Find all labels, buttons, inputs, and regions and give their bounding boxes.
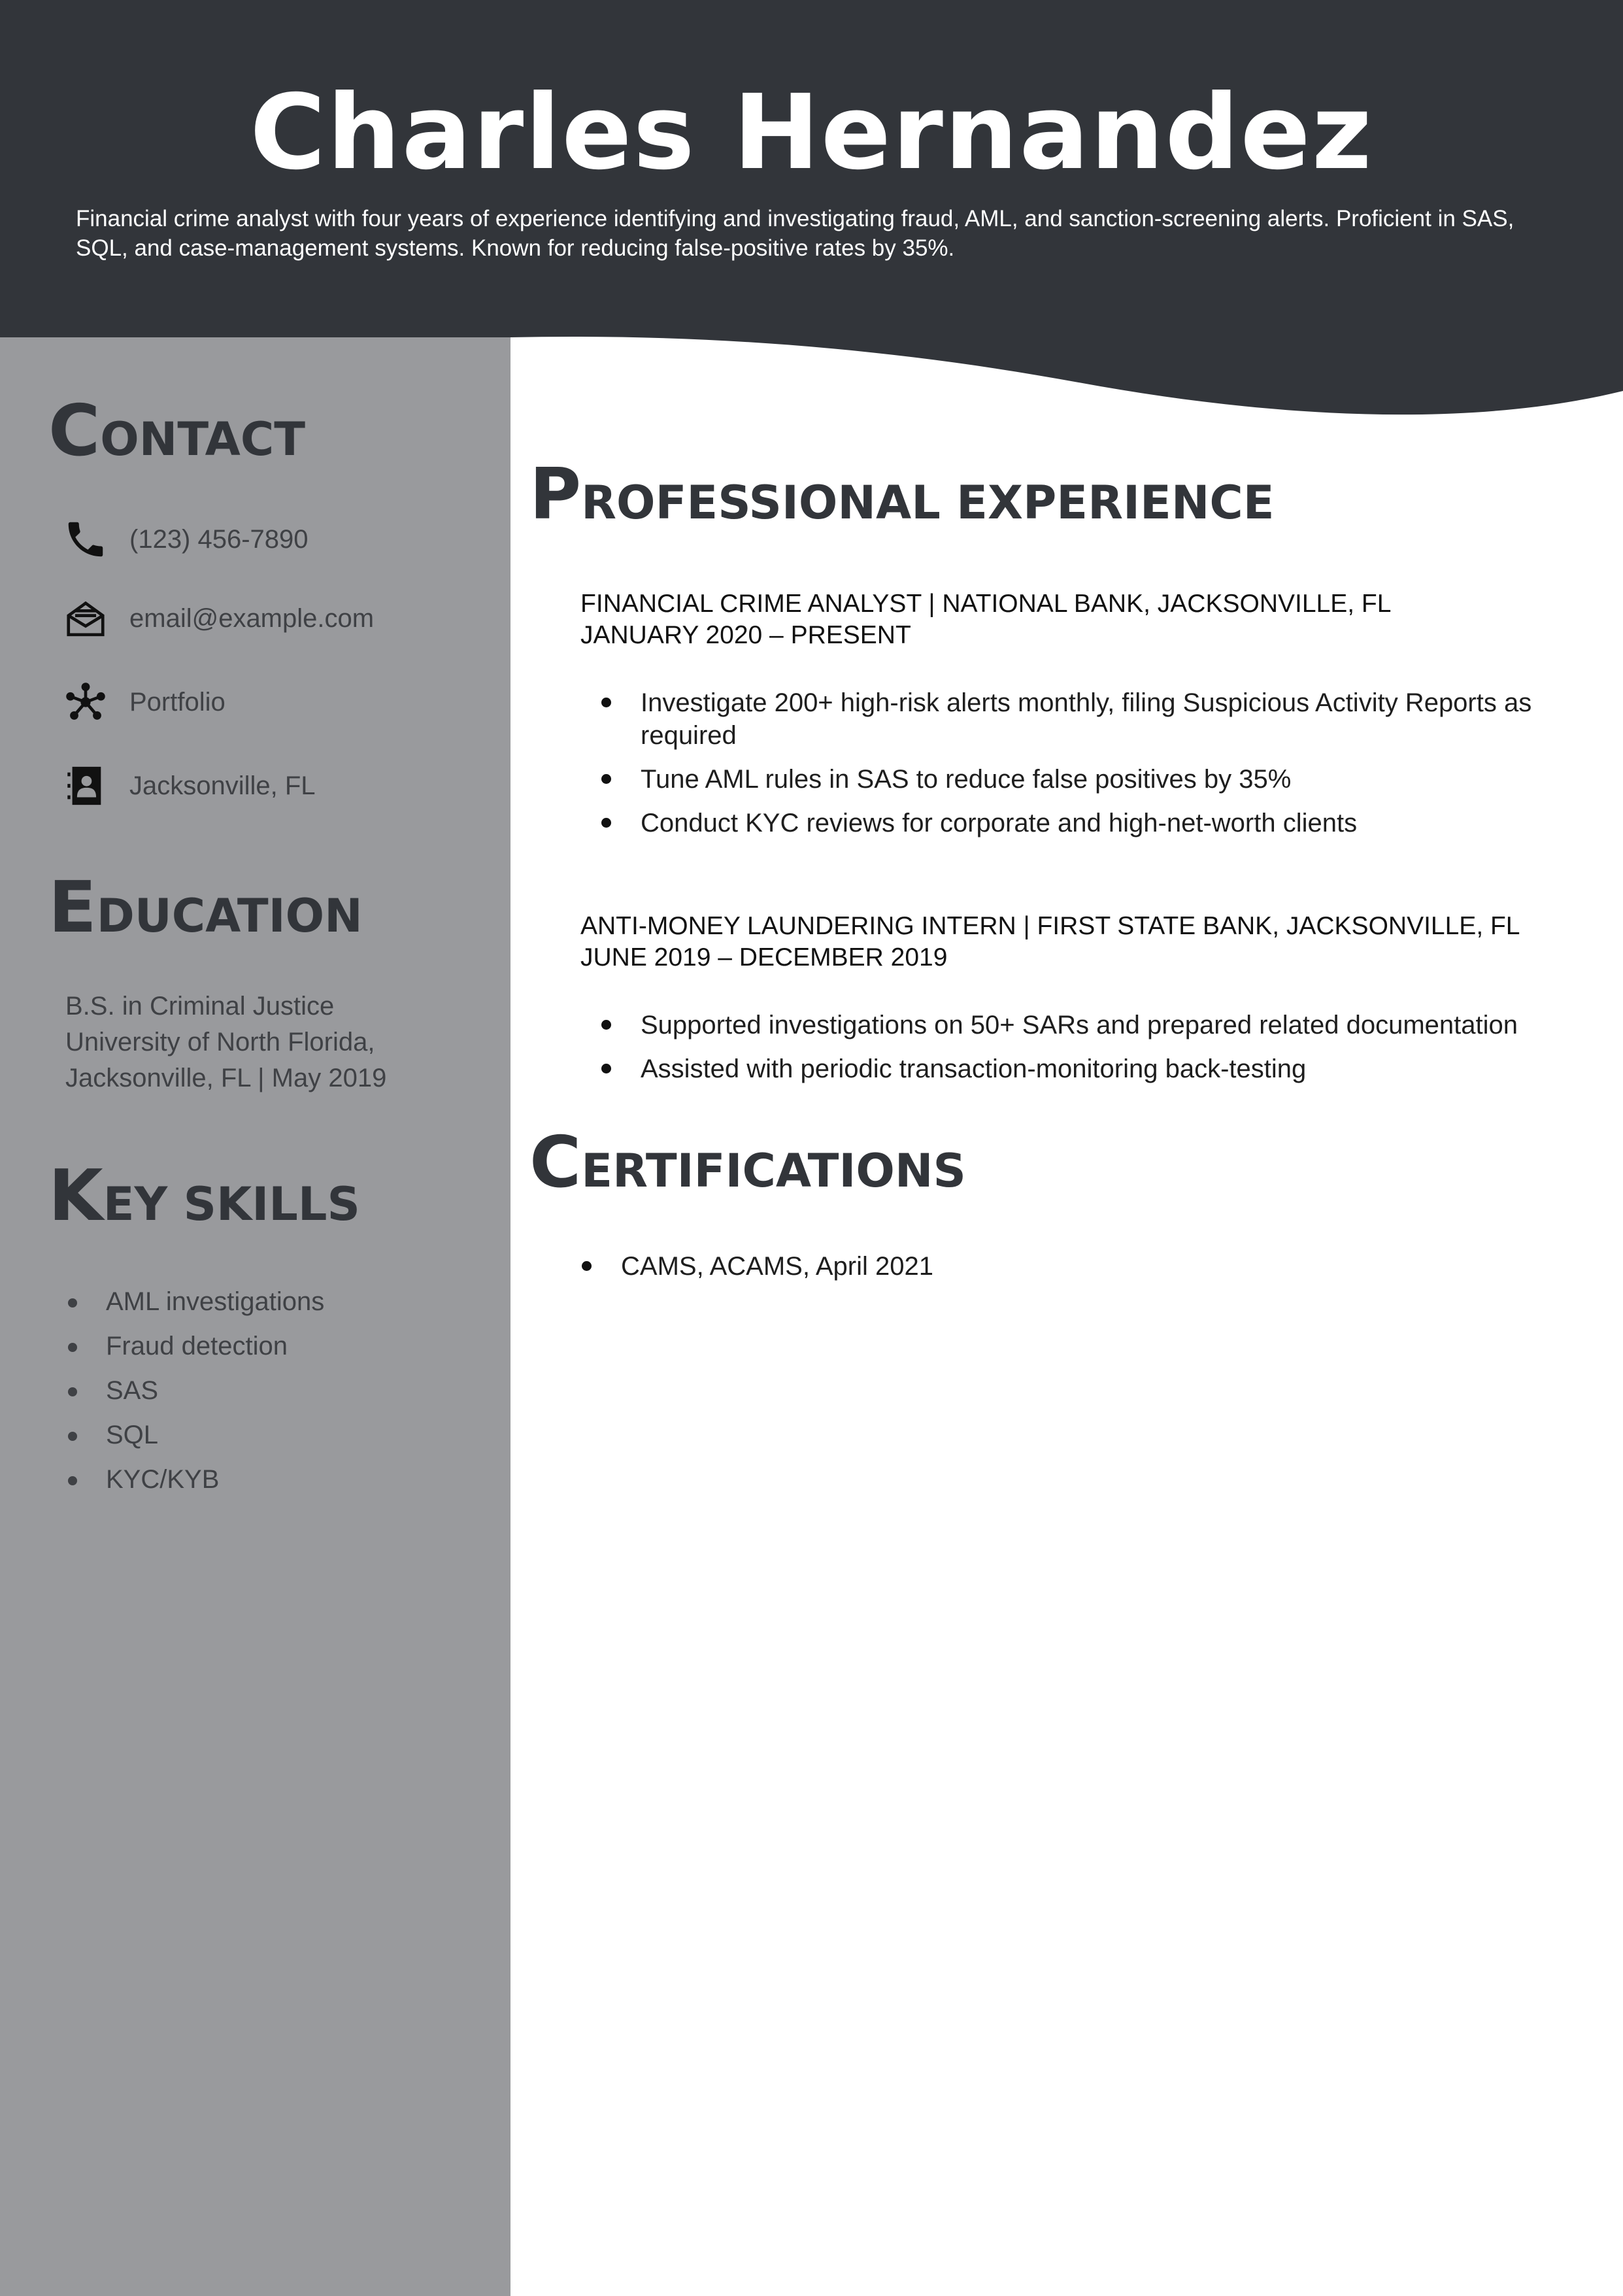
list-item: CAMS, ACAMS, April 2021 bbox=[561, 1250, 1541, 1283]
list-item: Supported investigations on 50+ SARs and prepared related documentation bbox=[580, 1009, 1574, 1041]
skills-heading: KEY SKILLS bbox=[48, 1155, 360, 1237]
contact-phone[interactable] bbox=[63, 513, 309, 566]
job-title-company: FINANCIAL CRIME ANALYST | NATIONAL BANK, JACKSONVILLE, FL bbox=[580, 590, 1392, 618]
certifications-heading: CERTIFICATIONS bbox=[529, 1122, 966, 1204]
email-icon bbox=[63, 596, 109, 641]
list-item: Tune AML rules in SAS to reduce false positives by 35% bbox=[580, 763, 1574, 796]
job-dates: JANUARY 2020 – PRESENT bbox=[580, 621, 911, 649]
phone-text: (123) 456-7890 bbox=[129, 524, 309, 554]
job-entry bbox=[580, 911, 1574, 1096]
contact-portfolio[interactable] bbox=[63, 676, 226, 728]
location-text: Jacksonville, FL bbox=[129, 771, 316, 800]
job-dates: JUNE 2019 – DECEMBER 2019 bbox=[580, 943, 948, 971]
candidate-name: Charles Hernandez bbox=[250, 73, 1373, 193]
education-heading: EDUCATION bbox=[48, 867, 363, 949]
list-item: KYC/KYB bbox=[65, 1457, 324, 1502]
certifications-entry bbox=[561, 1250, 1541, 1294]
contact-location[interactable] bbox=[63, 760, 316, 812]
phone-icon bbox=[63, 516, 109, 562]
list-item: SQL bbox=[65, 1413, 324, 1457]
portfolio-link: Portfolio bbox=[129, 687, 226, 717]
skills-list bbox=[65, 1279, 324, 1502]
list-item: Fraud detection bbox=[65, 1324, 324, 1368]
job-bullets bbox=[580, 1009, 1574, 1085]
list-item: SAS bbox=[65, 1368, 324, 1413]
location-icon bbox=[63, 763, 109, 809]
profile-summary: Financial crime analyst with four years of experience identifying and investigating fraud, AML, and sanction-screening alerts. Proficient in SAS, SQL, and case-management systems. Known for reducing false-positive rates by 35%. bbox=[76, 206, 1514, 261]
education-location-date: Jacksonville, FL | May 2019 bbox=[65, 1064, 387, 1092]
job-entry bbox=[580, 588, 1574, 851]
list-item: Investigate 200+ high-risk alerts monthly, filing Suspicious Activity Reports as required bbox=[580, 686, 1574, 752]
list-item: Conduct KYC reviews for corporate and high-net-worth clients bbox=[580, 807, 1574, 839]
list-item: Assisted with periodic transaction-monitoring back-testing bbox=[580, 1053, 1574, 1085]
education-degree: B.S. in Criminal Justice bbox=[65, 992, 335, 1021]
email-text: email@example.com bbox=[129, 603, 375, 633]
education-entry bbox=[65, 988, 484, 1096]
contact-email[interactable] bbox=[63, 592, 374, 645]
contact-heading: CONTACT bbox=[48, 390, 305, 472]
certifications-list bbox=[561, 1250, 1541, 1283]
portfolio-icon bbox=[63, 679, 109, 725]
experience-heading: PROFESSIONAL EXPERIENCE bbox=[529, 454, 1275, 535]
education-school: University of North Florida, bbox=[65, 1028, 375, 1056]
job-bullets bbox=[580, 686, 1574, 839]
list-item: AML investigations bbox=[65, 1279, 324, 1324]
job-title-company: ANTI-MONEY LAUNDERING INTERN | FIRST STATE BANK, JACKSONVILLE, FL bbox=[580, 912, 1520, 940]
